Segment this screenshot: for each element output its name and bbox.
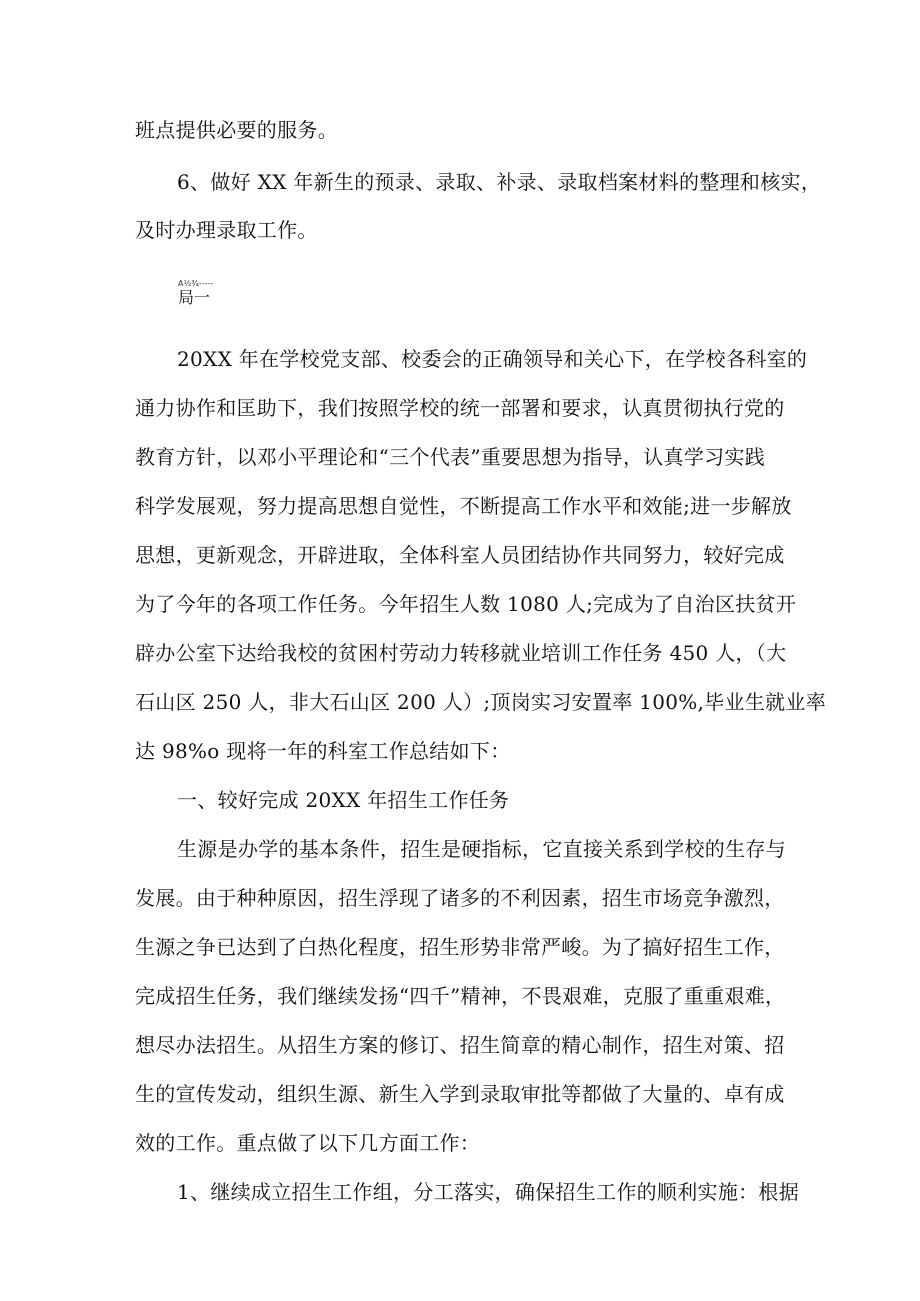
paragraph-line: 科学发展观，努力提高思想自觉性，不断提高工作水平和效能;进一步解放 [135, 494, 792, 518]
paragraph-line: 通力协作和匡助下，我们按照学校的统一部署和要求，认真贯彻执行党的 [135, 396, 785, 420]
section-heading: 一、较好完成 20XX 年招生工作任务 [177, 788, 510, 812]
text-line: 及时办理录取工作。 [135, 218, 318, 242]
header-mark: A½¾----- [178, 279, 214, 288]
paragraph-line: 效的工作。重点做了以下几方面工作： [135, 1131, 481, 1155]
paragraph-line: 为了今年的各项工作任务。今年招生人数 1080 人;完成为了自治区扶贫开 [135, 592, 797, 616]
paragraph-line: 想尽办法招生。从招生方案的修订、招生简章的精心制作，招生对策、招 [135, 1033, 785, 1057]
paragraph-line: 生的宣传发动，组织生源、新生入学到录取审批等都做了大量的、卓有成 [135, 1082, 785, 1106]
list-item: 1、继续成立招生工作组，分工落实，确保招生工作的顺利实施：根据 [177, 1180, 800, 1204]
paragraph-line: 发展。由于种种原因，招生浮现了诸多的不利因素，招生市场竞争激烈， [135, 886, 785, 910]
paragraph-line: 20XX 年在学校党支部、校委会的正确领导和关心下，在学校各科室的 [177, 347, 808, 371]
text-line: 6、做好 XX 年新生的预录、录取、补录、录取档案材料的整理和核实， [177, 170, 822, 194]
text-line: 班点提供必要的服务。 [135, 118, 338, 142]
paragraph-line: 石山区 250 人，非大石山区 200 人）;顶岗实习安置率 100%,毕业生就业率 [135, 690, 827, 714]
paragraph-line: 辟办公室下达给我校的贫困村劳动力转移就业培训工作任务 450 人，（大 [135, 641, 787, 665]
paragraph-line: 教育方针，以邓小平理论和“三个代表”重要思想为指导，认真学习实践 [135, 445, 766, 469]
paragraph-line: 完成招生任务，我们继续发扬“四千”精神，不畏艰难，克服了重重艰难， [135, 984, 786, 1008]
paragraph-line: 达 98%o 现将一年的科室工作总结如下： [135, 739, 511, 763]
paragraph-line: 思想，更新观念，开辟进取，全体科室人员团结协作共同努力，较好完成 [135, 543, 785, 567]
section-mark: 局一 [178, 288, 211, 307]
paragraph-line: 生源是办学的基本条件，招生是硬指标，它直接关系到学校的生存与 [177, 837, 786, 861]
paragraph-line: 生源之争已达到了白热化程度，招生形势非常严峻。为了搞好招生工作， [135, 935, 785, 959]
